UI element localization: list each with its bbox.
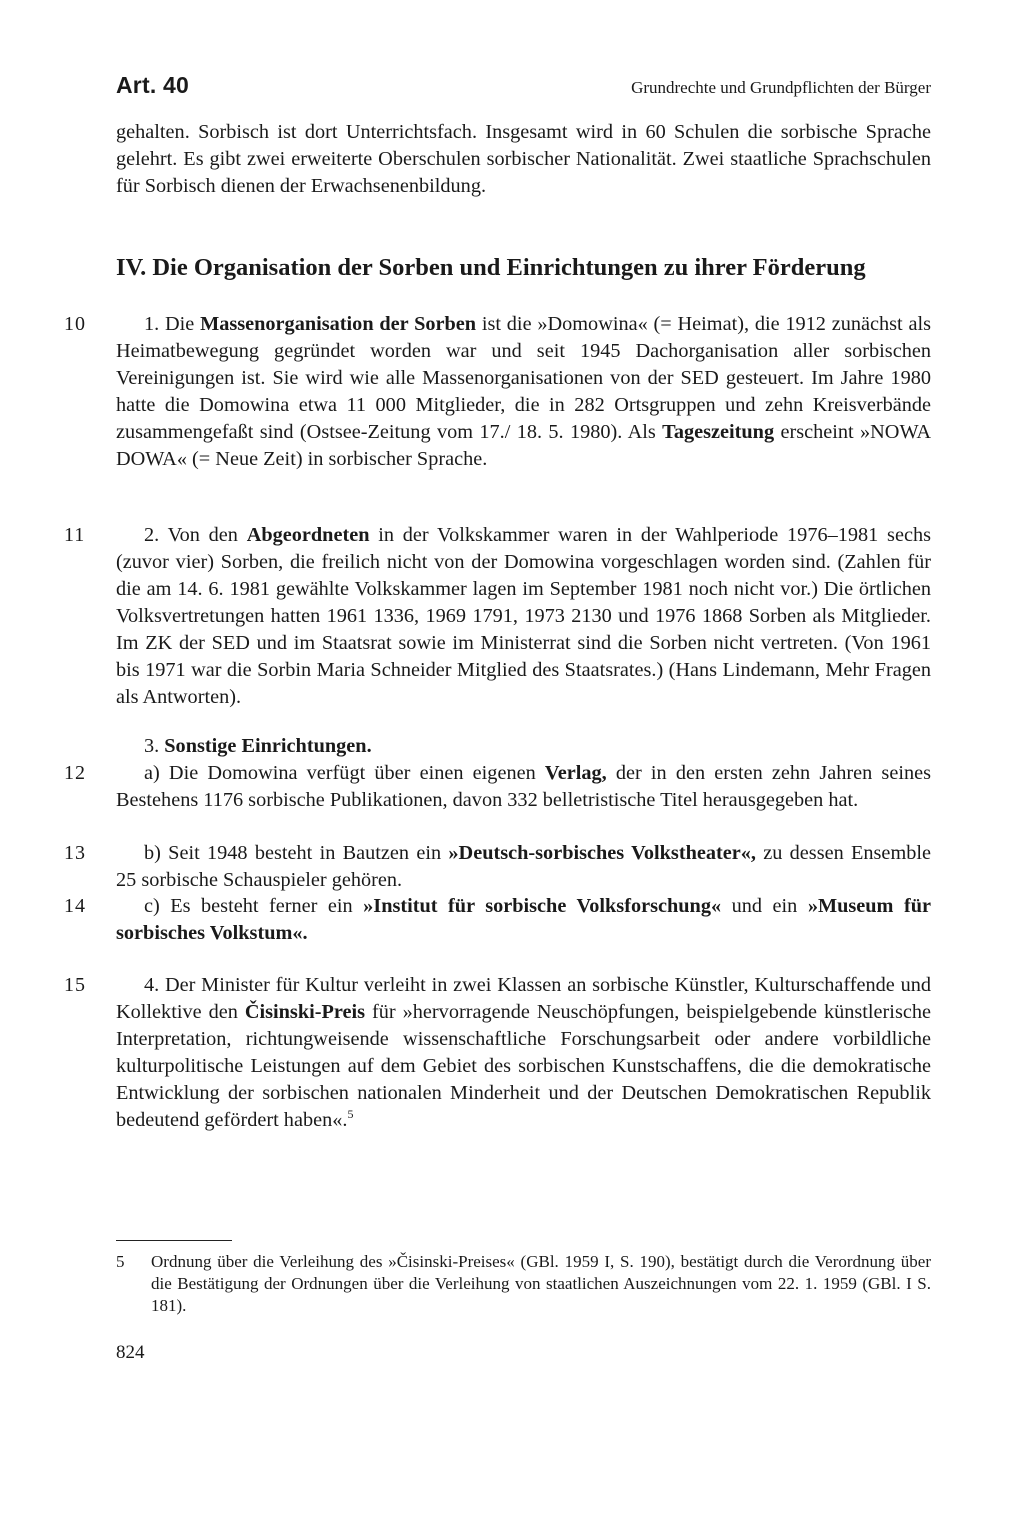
section-heading: IV. Die Organisation der Sorben und Einrichtungen zu ihrer Förderung: [116, 254, 866, 281]
text-run: für »hervorragende Neuschöpfungen, beispielgebende künstlerische Interpretation, richtungweisende wissenschaftliche Forschungsarbeit oder andere vorbildliche kulturpolitische Leistungen auf dem Gebiet des sorbischen Kunstschaffens, die die demokratische Entwicklung der sorbischen nationalen Minderheit und der Deutschen Demokratischen Republik bedeutend gefördert haben«.: [116, 1001, 931, 1131]
article-label: Art. 40: [116, 72, 189, 98]
intro-paragraph-block: [116, 119, 931, 200]
text-run: und ein: [721, 895, 808, 917]
text-run: erscheint »NOWA DOWA« (= Neue Zeit) in sorbischer Sprache.: [116, 421, 931, 470]
running-title: Grundrechte und Grundpflichten der Bürger: [631, 78, 931, 97]
term-sonstige-einrichtungen: Sonstige Einrichtungen.: [164, 735, 372, 757]
margin-number-12: 12: [64, 762, 86, 784]
footnote-separator: [116, 1240, 232, 1241]
term-volkstheater: »Deutsch-sorbisches Volkstheater«,: [448, 842, 756, 864]
text-run: 4. Der Minister für Kultur verleiht in zwei Klassen an sorbische Künstler, Kulturschaffende und Kollektive den: [116, 974, 931, 1023]
text-run: c) Es besteht ferner ein: [144, 895, 364, 917]
margin-number-15: 15: [64, 974, 86, 996]
margin-number-10: 10: [64, 313, 86, 335]
margin-number-13: 13: [64, 842, 86, 864]
text-run: 2. Von den: [144, 524, 247, 546]
page-number: 824: [116, 1342, 145, 1363]
footnote-number: 5: [116, 1252, 125, 1271]
margin-number-14: 14: [64, 895, 86, 917]
term-abgeordneten: Abgeordneten: [246, 524, 370, 546]
footnote-text: Ordnung über die Verleihung des »Čisinski-Preises« (GBl. 1959 I, S. 190), bestätigt durch die Verordnung über die Bestätigung der Ordnungen über die Verleihung von staatlichen Auszeichnungen vom 22. 1. 1959 (GBl. I S. 181).: [151, 1252, 931, 1315]
text-run: in der Volkskammer waren in der Wahlperiode 1976–1981 sechs (zuvor vier) Sorben, die freilich nicht von der Domowina vorgeschlagen worden sind. (Zahlen für die am 14. 6. 1981 gewählte Volkskammer lagen im September 1981 noch nicht vor.) Die örtlichen Volksvertretungen hatten 1961 1336, 1969 1791, 1973 2130 und 1976 1868 Sorben als Mitglieder. Im ZK der SED und im Staatsrat sowie im Ministerrat sind die Sorben nicht vertreten. (Von 1961 bis 1971 war die Sorbin Maria Schneider Mitglied des Staatsrates.) (Hans Lindemann, Mehr Fragen als Antworten).: [116, 524, 931, 708]
term-institut: »Institut für sorbische Volksforschung«: [363, 895, 722, 917]
term-verlag: Verlag,: [544, 762, 607, 784]
term-cisinski-preis: Čisinski-Preis: [244, 1001, 366, 1023]
term-museum: »Museum für sorbisches Volkstum«.: [116, 895, 931, 944]
paragraph-12: [116, 760, 931, 814]
text-run: 3.: [144, 735, 165, 757]
paragraph-3-heading: [116, 733, 931, 760]
footnote: [116, 1251, 931, 1317]
text-run: zu dessen Ensemble 25 sorbische Schauspieler gehören.: [116, 842, 931, 891]
text-run: der in den ersten zehn Jahren seines Bestehens 1176 sorbische Publikationen, davon 332 belletristische Titel herausgegeben hat.: [116, 762, 931, 811]
page-header: [116, 72, 931, 108]
paragraph-13: [116, 840, 931, 894]
text-run: b) Seit 1948 besteht in Bautzen ein: [144, 842, 449, 864]
text-run: 1. Die: [144, 313, 201, 335]
text-run: ist die »Domowina« (= Heimat), die 1912 zunächst als Heimatbewegung gegründet worden war und seit 1945 Dachorganisation aller sorbischen Vereinigungen ist. Sie wird wie alle Massenorganisationen von der SED gesteuert. Im Jahre 1980 hatte die Domowina etwa 11 000 Mitglieder, die in 282 Ortsgruppen und zehn Kreisverbände zusammengefaßt sind (Ostsee-Zeitung vom 17./ 18. 5. 1980). Als: [116, 313, 931, 443]
term-massenorganisation: Massenorganisation der Sorben: [200, 313, 477, 335]
paragraph-15: [116, 972, 931, 1134]
intro-paragraph: gehalten. Sorbisch ist dort Unterrichtsfach. Insgesamt wird in 60 Schulen die sorbische Sprache gelehrt. Es gibt zwei erweiterte Oberschulen sorbischer Nationalität. Zwei staatliche Sprachschulen für Sorbisch dienen der Erwachsenenbildung.: [116, 121, 931, 197]
margin-number-11: 11: [64, 524, 86, 546]
term-tageszeitung: Tageszeitung: [662, 421, 775, 443]
text-run: a) Die Domowina verfügt über einen eigenen: [144, 762, 545, 784]
paragraph-14: [116, 893, 931, 947]
footnote-reference[interactable]: 5: [347, 1107, 354, 1122]
paragraph-11: [116, 522, 931, 711]
paragraph-10: [116, 311, 931, 473]
